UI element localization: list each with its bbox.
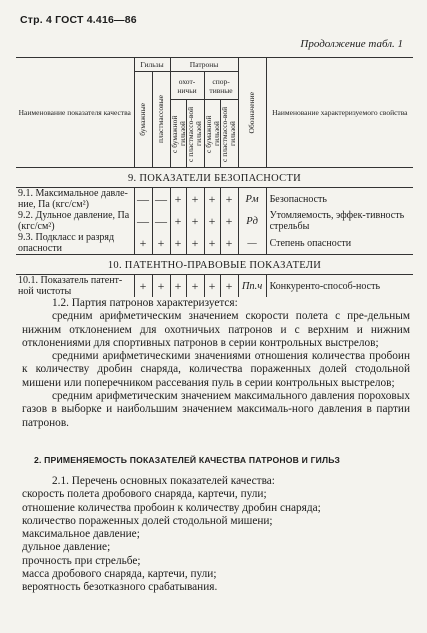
list-item: максимальное давление; [22,528,140,541]
mark: — [152,188,170,211]
table-row [16,210,413,232]
section-title: 10. ПАТЕНТНО-ПРАВОВЫЕ ПОКАЗАТЕЛИ [16,255,413,275]
characteristic: Степень опасности [266,232,413,255]
mark: + [220,275,238,298]
row-name: 9.2. Дульное давление, Па (кгс/см²) [18,210,130,232]
quality-indicators-table [16,57,413,297]
list-item: масса дробового снаряда, картечи, пули; [22,568,217,581]
table-row [16,188,413,211]
col-header-gilzy: Гильзы [134,58,170,72]
list-item: отношение количества пробоин к количеству дробин снаряда; [22,501,321,514]
mark: + [186,275,204,298]
mark: + [170,232,186,255]
paragraph: 1.2. Партия патронов характеризуется: [52,297,238,309]
paragraph: средним арифметическим значением максимального давления пороховых газов в выборке и наибольшим значением максималь-ного давления в партии патронов. [22,390,410,429]
list-item: скорость полета дробового снаряда, картечи, пули; [22,488,267,501]
section-title: 9. ПОКАЗАТЕЛИ БЕЗОПАСНОСТИ [16,168,413,188]
mark: — [134,210,152,232]
col-header-designation: Обозначение [238,58,266,168]
section-heading: 2. ПРИМЕНЯЕМОСТЬ ПОКАЗАТЕЛЕЙ КАЧЕСТВА ПАТРОНОВ И ГИЛЬЗ [34,455,341,465]
list-item: прочность при стрельбе; [22,554,141,567]
list-item: количество пораженных долей стодольной мишени; [22,514,273,527]
col-header-okhot: охот-ничьи [170,72,204,100]
sub-col-3: с пластмассо-вой гильзой [186,100,204,168]
characteristic: Конкуренто-способ-ность [266,275,413,298]
table-row [16,232,413,255]
mark: + [186,210,204,232]
mark: + [170,275,186,298]
page-header: Стр. 4 ГОСТ 4.416—86 [20,14,137,26]
paragraph: средним арифметическим значением скорости полета с пре-дельным нижним отклонением для охотничьих патронов и с верхним и нижним отклонениями для спортивных патронов в серии контрольных выстрелов; [22,310,410,349]
sub-col-5: с пластмассо-вой гильзой [220,100,238,168]
mark: + [220,188,238,211]
table-row [16,275,413,298]
col-header-patrony: Патроны [170,58,238,72]
designation: Пп.ч [238,275,266,298]
mark: + [204,188,220,211]
mark: + [204,275,220,298]
mark: + [134,275,152,298]
characteristic: Безопасность [266,188,413,211]
col-header-sport: спор-тивные [204,72,238,100]
row-name: 10.1. Показатель патент-ной чистоты [18,275,123,297]
mark: — [152,210,170,232]
sub-col-1: пластмассовые [152,72,170,168]
designation: — [238,232,266,255]
mark: + [134,232,152,255]
characteristic: Утомляемость, эффек-тивность стрельбы [266,210,413,232]
mark: + [170,210,186,232]
mark: + [152,232,170,255]
sub-col-4: с бумажной гильзой [204,100,220,168]
col-header-characteristic: Наименование характеризуемого свойства [266,58,413,168]
col-header-name: Наименование показателя качества [16,58,134,168]
sub-col-2: с бумажной гильзой [170,100,186,168]
list-item: 2.1. Перечень основных показателей качества: [52,475,275,487]
mark: + [152,275,170,298]
mark: + [186,188,204,211]
mark: — [134,188,152,211]
mark: + [204,210,220,232]
designation: Pд [238,210,266,232]
list-item: дульное давление; [22,541,111,554]
mark: + [204,232,220,255]
paragraphs-1-2 [22,297,410,430]
table-continuation-label: Продолжение табл. 1 [300,38,403,50]
row-name: 9.1. Максимальное давле-ние, Па (кгс/см²) [18,188,128,210]
designation: Pм [238,188,266,211]
mark: + [186,232,204,255]
sub-col-0: бумажные [134,72,152,168]
indicator-list [22,475,410,595]
list-item: вероятность безотказного срабатывания. [22,581,218,594]
mark: + [170,188,186,211]
paragraph: средними арифметическими значениями отношения количества пробоин к количеству дробин снаряда, количества пораженных долей стодольной мишени или поперечником рассевания пуль в серии контрольных выстрелов; [22,350,410,389]
mark: + [220,232,238,255]
row-name: 9.3. Подкласс и разряд опасности [18,232,115,254]
mark: + [220,210,238,232]
